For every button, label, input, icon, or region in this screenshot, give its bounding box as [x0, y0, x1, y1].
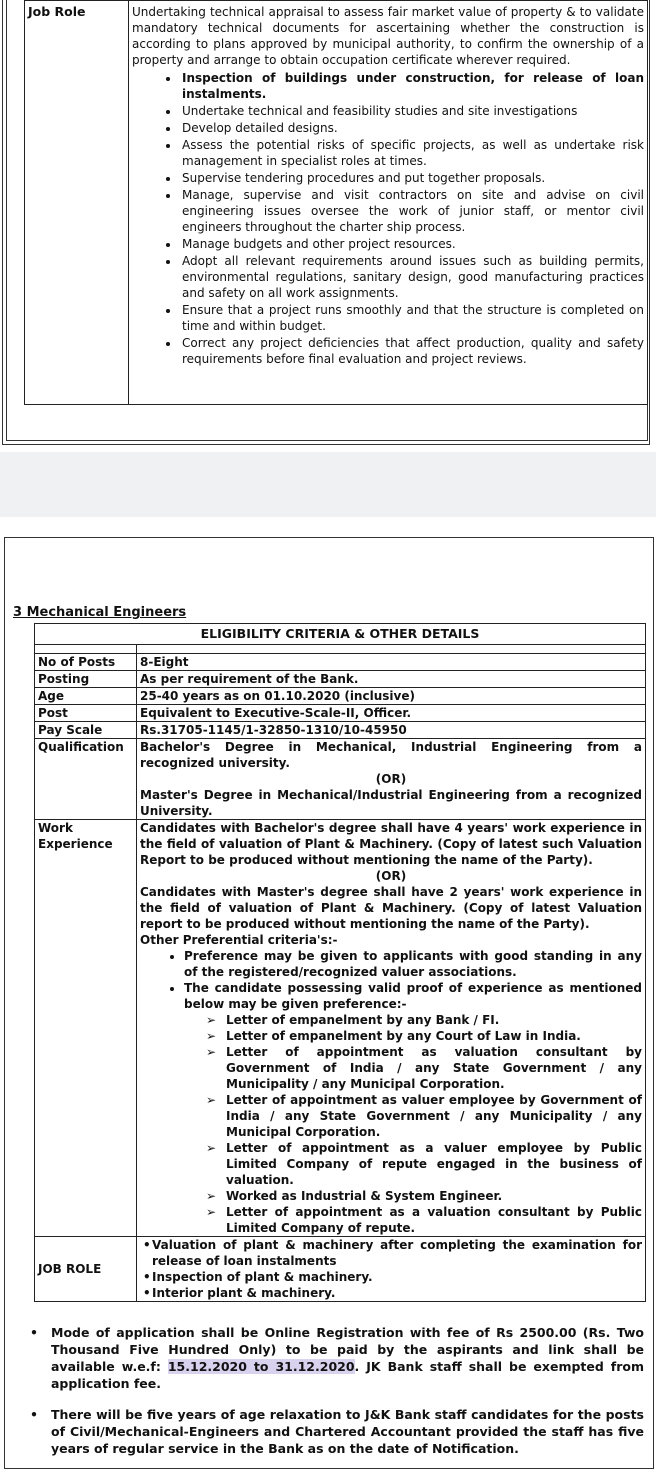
work-bachelor: Candidates with Bachelor's degree shall have 4 years' work experience in the field of valuation of Plant & Machinery. (Copy of latest such Valuation Report to be produced without mentioning the name of the Party). [140, 821, 642, 867]
row-value [137, 739, 646, 820]
bullet-icon: • [143, 1270, 151, 1284]
list-item: • The candidate possessing valid proof of experience as mentioned below may be given preference:- ➢ Letter of empanelment by any Bank / FI. ➢ Letter of empanelment by any Court of Law in India. ➢ Letter of appointment as valuation consultant by Government of India / any State Government / any Municipality / any Municipal Corporation. ➢ Letter of appointment as valuer employee by Government of India / any State Government / any Municipality / any Municipal Corporation. ➢ Letter of appointment as a valuer employee by Public Limited Company of repute engaged in the business of valuation. ➢ Worked as Industrial & System Engineer. ➢ Letter of appointment as a valuation consultant by Public Limited Company of repute. [184, 980, 642, 1236]
qualification-master: Master's Degree in Mechanical/Industrial Engineering from a recognized University. [140, 788, 642, 818]
qualification-bachelor: Bachelor's Degree in Mechanical, Industrial Engineering from a recognized university. [140, 740, 642, 770]
table-row [35, 705, 646, 722]
arrow-icon: ➢ [206, 1013, 217, 1027]
list-item: ➢ Letter of appointment as valuer employee by Government of India / any State Government / any Municipality / any Municipal Corporation. [206, 1093, 642, 1139]
job-role-bullets [132, 70, 644, 367]
arrow-icon: ➢ [206, 1045, 217, 1059]
list-item: • Assess the potential risks of specific projects, as well as undertake risk management in specialist roles at times. [180, 137, 644, 169]
table-row [35, 671, 646, 688]
table-row [35, 688, 646, 705]
work-or: (OR) [375, 869, 407, 883]
list-item: • Manage, supervise and visit contractors on site and advise on civil engineering issues oversee the work of junior staff, or mentor civil engineers throughout the charter ship process. [180, 187, 644, 235]
page-1 [0, 0, 656, 452]
list-item: • Inspection of plant & machinery. [143, 1270, 373, 1284]
list-item: ➢ Letter of appointment as valuation consultant by Government of India / any State Government / any Municipality / any Municipal Corporation. [206, 1045, 642, 1091]
table-row [35, 654, 646, 671]
preference-list [140, 948, 642, 1236]
list-item: ➢ Letter of appointment as a valuation consultant by Public Limited Company of repute. [206, 1205, 642, 1235]
row-label: Pay Scale [35, 722, 137, 739]
section-title: 3 Mechanical Engineers [13, 605, 187, 620]
row-label: Post [35, 705, 137, 722]
list-item: • Undertake technical and feasibility studies and site investigations [180, 103, 644, 119]
job-role-intro: Undertaking technical appraisal to assess fair market value of property & to validate mandatory technical documents for ascertaining whether the construction is according to plans approved by municipal authority, to confirm the ownership of a property and arrange to obtain occupation certificate wherever required. [132, 5, 644, 67]
arrow-icon: ➢ [206, 1205, 217, 1219]
list-item: ➢ Worked as Industrial & System Engineer. [206, 1189, 503, 1203]
arrow-icon: ➢ [206, 1141, 217, 1155]
row-value: 25-40 years as on 01.10.2020 (inclusive) [137, 688, 646, 705]
table-row [35, 739, 646, 820]
list-item: • Manage budgets and other project resources. [180, 236, 644, 252]
row-label: Work Experience [35, 820, 137, 1237]
row-label: Qualification [35, 739, 137, 820]
job-role-label: Job Role [25, 1, 129, 405]
list-item: • Correct any project deficiencies that affect production, quality and safety requirements before final evaluation and project reviews. [180, 335, 644, 367]
qualification-or: (OR) [375, 772, 407, 786]
other-criteria-title: Other Preferential criteria's:- [140, 933, 338, 947]
row-label: Posting [35, 671, 137, 688]
row-label: No of Posts [35, 654, 137, 671]
table-row [35, 1237, 646, 1302]
note-fee: • Mode of application shall be Online Registration with fee of Rs 2500.00 (Rs. Two Thousand Five Hundred Only) to be paid by the aspirants and link shall be available w.e.f: 15.12.2020 to 31.12.2020. JK Bank staff shall be exempted from application fee. [30, 1325, 645, 1391]
row-value: As per requirement of the Bank. [137, 671, 646, 688]
row-label: Age [35, 688, 137, 705]
work-experience-value [137, 820, 646, 1237]
list-item: • Interior plant & machinery. [143, 1286, 336, 1300]
row-value: 8-Eight [137, 654, 646, 671]
bullet-icon: • [30, 1325, 38, 1340]
list-item: ➢ Letter of appointment as a valuer employee by Public Limited Company of repute engaged in the business of valuation. [206, 1141, 642, 1187]
list-item: • Adopt all relevant requirements around issues such as building permits, environmental regulations, sanitary design, good manufacturing practices and safety on all work assignments. [180, 253, 644, 301]
notes [30, 1324, 644, 1471]
job-role-list [140, 1237, 642, 1301]
list-item: • Supervise tendering procedures and put together proposals. [180, 170, 644, 186]
work-master: Candidates with Master's degree shall have 2 years' work experience in the field of valuation of Plant & Machinery. (Copy of latest Valuation report to be produced without mentioning the name of the Party). [140, 885, 642, 931]
list-item: • Develop detailed designs. [180, 120, 644, 136]
list-item: • Preference may be given to applicants with good standing in any of the registered/recognized valuer associations. [184, 948, 642, 980]
eligibility-table [34, 623, 646, 1302]
list-item: ➢ Letter of empanelment by any Court of Law in India. [206, 1029, 581, 1043]
page-gap [0, 452, 656, 517]
row-label: JOB ROLE [35, 1237, 137, 1302]
table-header: ELIGIBILITY CRITERIA & OTHER DETAILS [35, 624, 646, 645]
proof-list [184, 1012, 642, 1236]
bullet-icon: • [143, 1238, 151, 1252]
note-age-relaxation: • There will be five years of age relaxation to J&K Bank staff candidates for the posts of Civil/Mechanical-Engineers and Chartered Accountant provided the staff has five years of regular service in the Bank as on the date of Notification. [30, 1407, 644, 1456]
table-row [35, 820, 646, 1237]
list-item: • Inspection of buildings under construction, for release of loan instalments. [180, 70, 644, 102]
arrow-icon: ➢ [206, 1189, 217, 1203]
arrow-icon: ➢ [206, 1093, 217, 1107]
bullet-icon: • [143, 1286, 151, 1300]
list-item: ➢ Letter of empanelment by any Bank / FI. [206, 1013, 500, 1027]
list-item: • Ensure that a project runs smoothly and that the structure is completed on time and within budget. [180, 302, 644, 334]
job-role-value [137, 1237, 646, 1302]
bullet-icon: • [30, 1407, 38, 1422]
job-role-table [24, 0, 648, 405]
arrow-icon: ➢ [206, 1029, 217, 1043]
row-value: Equivalent to Executive-Scale-II, Officer. [137, 705, 646, 722]
table-row [35, 722, 646, 739]
job-role-description [129, 1, 648, 405]
list-item: • Valuation of plant & machinery after completing the examination for release of loan instalments [143, 1238, 642, 1268]
page-2 [0, 517, 656, 1454]
row-value: Rs.31705-1145/1-32850-1310/10-45950 [137, 722, 646, 739]
highlighted-dates: 15.12.2020 to 31.12.2020 [167, 1359, 355, 1374]
